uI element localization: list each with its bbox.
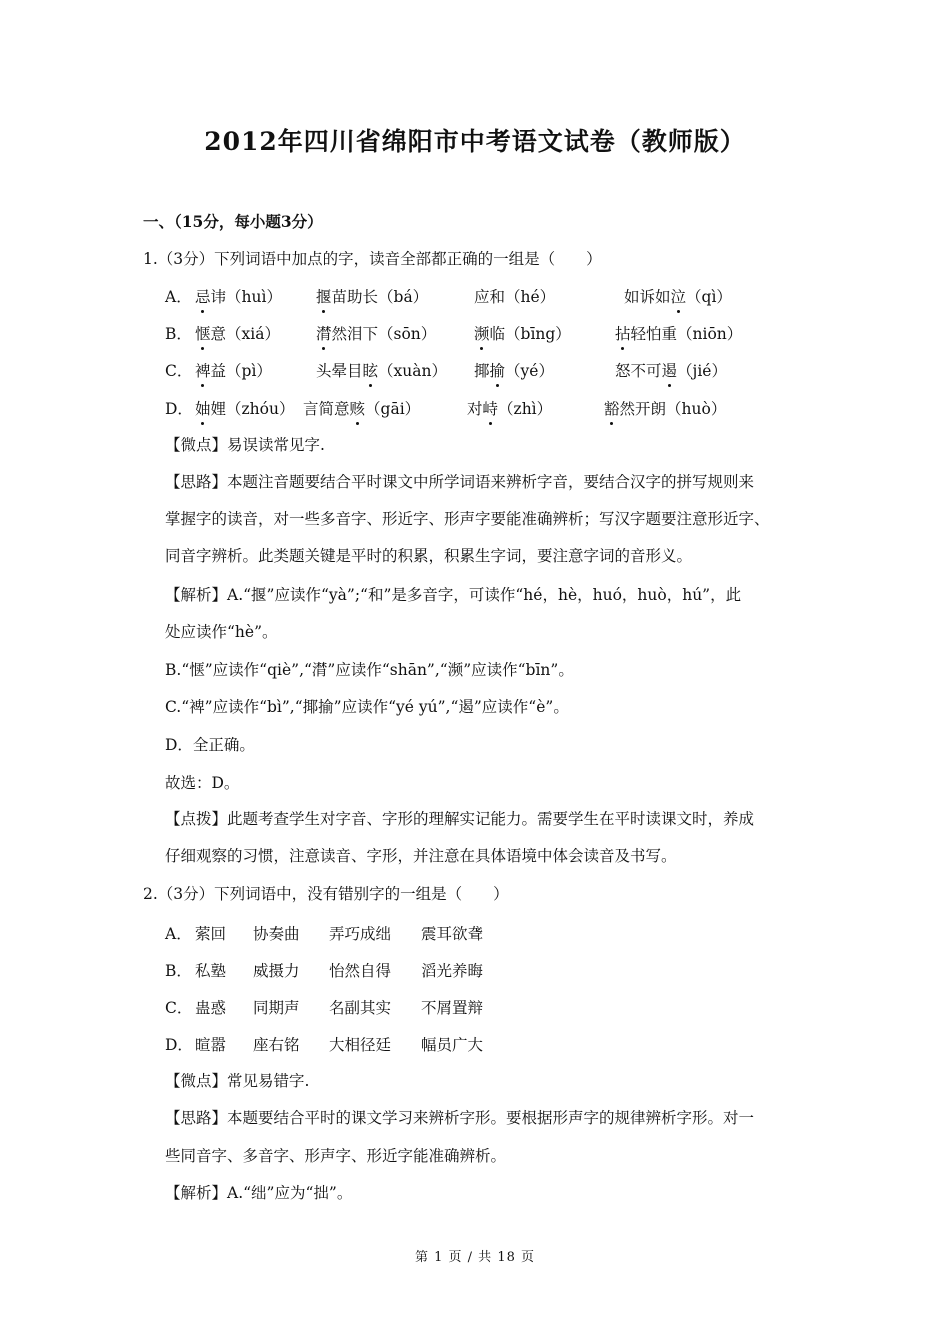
- q1-option-D-word4: 豁然开朗（huò）: [604, 400, 727, 418]
- q2-silu-line2: 些同音字、多音字、形声字、形近字能准确辨析。: [165, 1147, 507, 1165]
- q1-option-C-word2: 头晕目眩（xuàn）: [316, 362, 447, 380]
- q2-option-A-word4: 震耳欲聋: [421, 925, 484, 943]
- q2-option-A-word3: 弄巧成绌: [329, 925, 392, 943]
- q1-jiexi-line2: 处应读作“hè”。: [165, 623, 278, 641]
- q1-answer: 故选：D。: [165, 774, 240, 792]
- section-heading: 一、（15分，每小题3分）: [143, 212, 323, 231]
- q1-option-A-word3: 应和（hé）: [474, 288, 556, 306]
- q2-option-C-label: C．: [165, 999, 193, 1017]
- q2-option-D-label: D．: [165, 1036, 193, 1054]
- q1-weidian: 【微点】易误读常见字.: [165, 436, 325, 454]
- q2-silu-line1: 【思路】本题要结合平时的课文学习来辨析字形。要根据形声字的规律辨析字形。对一: [165, 1109, 755, 1127]
- q1-option-B-label: B．: [165, 325, 192, 343]
- q2-option-D-word1: 暄嚣: [195, 1036, 227, 1054]
- q2-option-C-word3: 名副其实: [329, 999, 392, 1017]
- q1-option-C-word3: 揶揄（yé）: [474, 362, 554, 380]
- q1-option-C-label: C．: [165, 362, 193, 380]
- q1-jiexi-line1: 【解析】A.“揠”应读作“yà”;“和”是多音字，可读作“hé，hè，huó，huò，hú”，此: [165, 586, 742, 604]
- q2-option-A-label: A．: [165, 925, 192, 943]
- q2-weidian: 【微点】常见易错字.: [165, 1072, 310, 1090]
- q1-silu-line2: 掌握字的读音，对一些多音字、形近字、形声字要能准确辨析；写汉字题要注意形近字、: [165, 510, 770, 528]
- q1-option-B-word4: 拈轻怕重（niōn）: [615, 325, 743, 343]
- q1-option-D-word3: 对峙（zhì）: [467, 400, 553, 418]
- q1-dianbo-line1: 【点拨】此题考查学生对字音、字形的理解实记能力。需要学生在平时读课文时，养成: [165, 810, 755, 828]
- q1-option-D-word2: 言简意赅（gāi）: [303, 400, 421, 418]
- q1-option-A-word1: 忌讳（huì）: [195, 288, 282, 306]
- q2-option-B-label: B．: [165, 962, 192, 980]
- q2-option-C-word1: 蛊惑: [195, 999, 227, 1017]
- q1-jiexi-B: B.“惬”应读作“qiè”,“潸”应读作“shān”,“濒”应读作“bīn”。: [165, 661, 574, 679]
- q1-option-B-word3: 濒临（bīng）: [474, 325, 571, 343]
- q2-option-D-word3: 大相径廷: [329, 1036, 392, 1054]
- q1-option-B-word2: 潸然泪下（sōn）: [316, 325, 437, 343]
- q2-option-B-word4: 滔光养晦: [421, 962, 484, 980]
- q1-silu-line1: 【思路】本题注音题要结合平时课文中所学词语来辨析字音，要结合汉字的拼写规则来: [165, 473, 755, 491]
- q2-option-C-word4: 不屑置辩: [421, 999, 484, 1017]
- q1-option-D-word1: 妯娌（zhóu）: [195, 400, 295, 418]
- q2-stem: 2.（3分）下列词语中，没有错别字的一组是（ ）: [143, 885, 509, 903]
- q1-option-D-label: D．: [165, 400, 193, 418]
- q1-option-A-word2: 揠苗助长（bá）: [316, 288, 429, 306]
- q2-option-A-word2: 协奏曲: [253, 925, 300, 943]
- q2-jiexi: 【解析】A.“绌”应为“拙”。: [165, 1184, 353, 1202]
- q1-option-C-word1: 裨益（pì）: [195, 362, 272, 380]
- q1-option-B-word1: 惬意（xiá）: [195, 325, 280, 343]
- q1-option-A-word4: 如诉如泣（qì）: [624, 288, 732, 306]
- q1-silu-line3: 同音字辨析。此类题关键是平时的积累，积累生字词，要注意字词的音形义。: [165, 547, 693, 565]
- q1-option-C-word4: 怒不可遏（jié）: [615, 362, 727, 380]
- q2-option-D-word2: 座右铭: [253, 1036, 300, 1054]
- q2-option-D-word4: 幅员广大: [421, 1036, 484, 1054]
- q2-option-B-word1: 私塾: [195, 962, 227, 980]
- q1-jiexi-C: C.“裨”应读作“bì”,“揶揄”应读作“yé yú”,“遏”应读作“è”。: [165, 698, 569, 716]
- q2-option-C-word2: 同期声: [253, 999, 300, 1017]
- q2-option-A-word1: 萦回: [195, 925, 227, 943]
- q1-option-A-label: A．: [165, 288, 192, 306]
- page-footer: 第 1 页 / 共 18 页: [415, 1250, 535, 1265]
- q1-stem: 1.（3分）下列词语中加点的字，读音全部都正确的一组是（ ）: [143, 250, 602, 268]
- page-title: 2012年四川省绵阳市中考语文试卷（教师版）: [204, 127, 746, 156]
- q1-jiexi-D: D．全正确。: [165, 736, 255, 754]
- q2-option-B-word2: 威摄力: [253, 962, 300, 980]
- q1-dianbo-line2: 仔细观察的习惯，注意读音、字形，并注意在具体语境中体会读音及书写。: [165, 847, 677, 865]
- q2-option-B-word3: 怡然自得: [329, 962, 392, 980]
